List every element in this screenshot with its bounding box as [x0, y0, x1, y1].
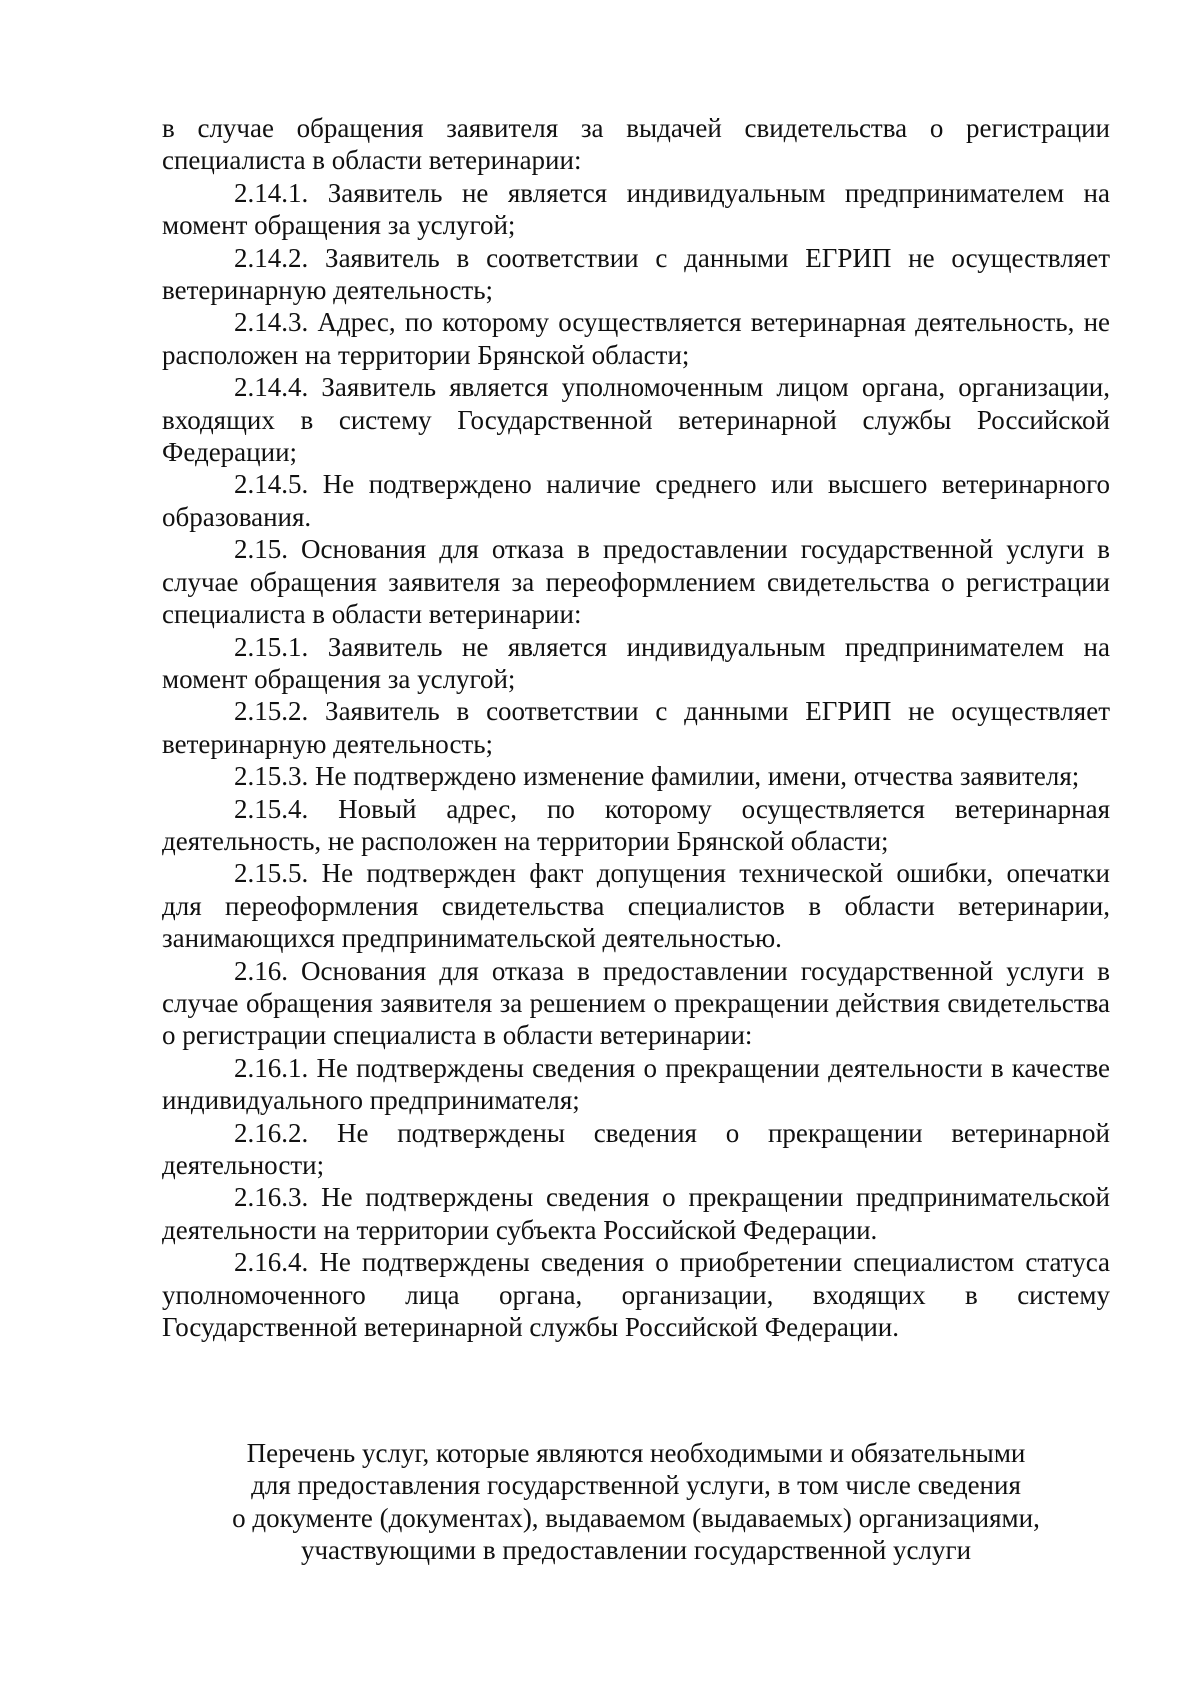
paragraph-2-15-3: 2.15.3. Не подтверждено изменение фамилии, имени, отчества заявителя; — [234, 761, 1080, 792]
paragraph-2-14-5: 2.14.5. Не подтверждено наличие среднего или высшего ветеринарного образования. — [162, 469, 1110, 532]
paragraph-2-16-3: 2.16.3. Не подтверждены сведения о прекращении предпринимательской деятельности на территории субъекта Российской Федерации. — [162, 1182, 1110, 1245]
section-heading — [162, 1437, 1110, 1567]
paragraph-2-15: 2.15. Основания для отказа в предоставлении государственной услуги в случае обращения заявителя за переоформлением свидетельства о регистрации специалиста в области ветеринарии: — [162, 534, 1110, 630]
paragraph-2-16-4: 2.16.4. Не подтверждены сведения о приобретении специалистом статуса уполномоченного лица органа, организации, входящих в систему Государственной ветеринарной службы Российской Федерации. — [162, 1247, 1110, 1343]
paragraph-2-14-1: 2.14.1. Заявитель не является индивидуальным предпринимателем на момент обращения за услугой; — [162, 177, 1110, 241]
paragraph-2-15-1: 2.15.1. Заявитель не является индивидуальным предпринимателем на момент обращения за услугой; — [162, 631, 1110, 694]
paragraph-2-14-2: 2.14.2. Заявитель в соответствии с данными ЕГРИП не осуществляет ветеринарную деятельность; — [162, 242, 1110, 306]
paragraph-2-15-2: 2.15.2. Заявитель в соответствии с данными ЕГРИП не осуществляет ветеринарную деятельность; — [162, 696, 1110, 759]
paragraph-2-15-5: 2.15.5. Не подтвержден факт допущения технической ошибки, опечатки для переоформления свидетельства специалистов в области ветеринарии, занимающихся предпринимательской деятельностью. — [162, 858, 1110, 954]
paragraph-2-16-1: 2.16.1. Не подтверждены сведения о прекращении деятельности в качестве индивидуального предпринимателя; — [162, 1052, 1110, 1116]
heading-line: Перечень услуг, которые являются необходимыми и обязательными — [246, 1438, 1026, 1468]
heading-line: о документе (документах), выдаваемом (выдаваемых) организациями, — [232, 1502, 1040, 1533]
body-text — [162, 112, 1110, 1343]
paragraph-2-14-intro-continuation: в случае обращения заявителя за выдачей свидетельства о регистрации специалиста в области ветеринарии: — [162, 113, 1110, 176]
paragraph-2-14-3: 2.14.3. Адрес, по которому осуществляется ветеринарная деятельность, не расположен на территории Брянской области; — [162, 307, 1110, 370]
paragraph-2-16: 2.16. Основания для отказа в предоставлении государственной услуги в случае обращения заявителя за решением о прекращении действия свидетельства о регистрации специалиста в области ветеринарии: — [162, 955, 1110, 1051]
paragraph-2-16-2: 2.16.2. Не подтверждены сведения о прекращении ветеринарной деятельности; — [162, 1117, 1110, 1180]
heading-line: для предоставления государственной услуги, в том числе сведения — [251, 1470, 1021, 1501]
heading-line: участвующими в предоставлении государственной услуги — [300, 1535, 972, 1566]
paragraph-2-15-4: 2.15.4. Новый адрес, по которому осуществляется ветеринарная деятельность, не расположен на территории Брянской области; — [162, 793, 1110, 856]
paragraph-2-14-4: 2.14.4. Заявитель является уполномоченным лицом органа, организации, входящих в систему Государственной ветеринарной службы Российской Федерации; — [162, 372, 1110, 468]
